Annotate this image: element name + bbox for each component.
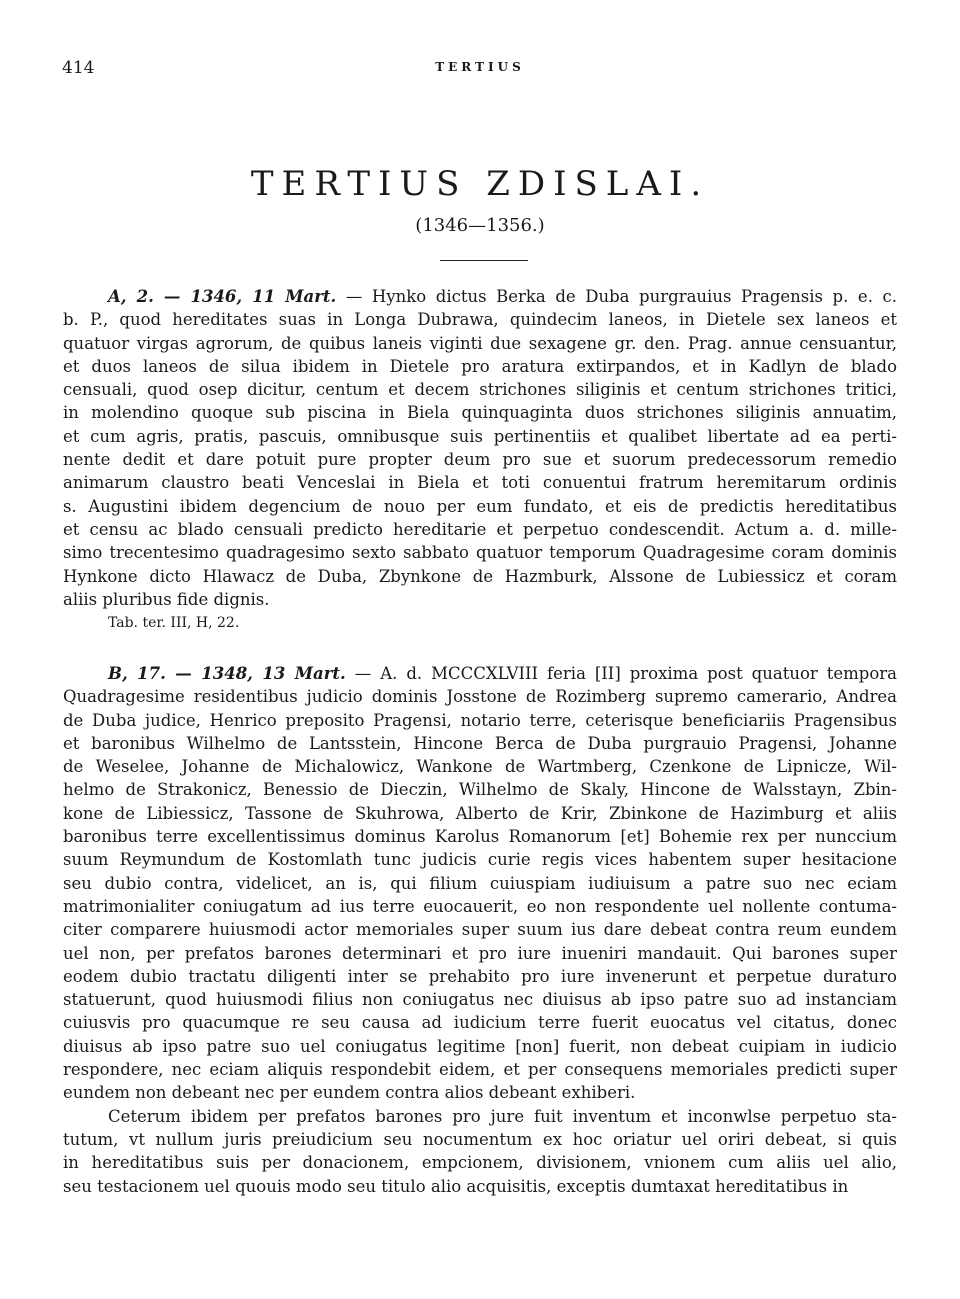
text-line: uel non, per prefatos barones determinari et pro iure inueniri mandauit. Qui barones super: [63, 943, 897, 963]
text-line: kone de Libiessicz, Tassone de Skuhrowa, Alberto de Krir, Zbinkone de Hazimburg et aliis: [63, 803, 897, 823]
text-line: de Weselee, Johanne de Michalowicz, Wankone de Wartmberg, Czenkone de Lipnicze, Wil-: [63, 757, 897, 777]
chapter-years: (1346—1356.): [415, 215, 545, 236]
text-line: respondere, nec eciam aliquis respondebit eidem, et per consequens memoriales predicti super: [63, 1060, 897, 1080]
text-line: helmo de Strakonicz, Benessio de Dieczin, Wilhelmo de Skaly, Hincone de Walsstayn, Zbin-: [63, 780, 897, 800]
text-line: in hereditatibus suis per donacionem, empcionem, divisionem, vnionem cum aliis uel alio,: [63, 1153, 897, 1173]
text-line: in molendino quoque sub piscina in Biela quinquaginta duos strichones siliginis annuatim,: [63, 403, 897, 423]
entry-b-first-line: [63, 662, 897, 685]
page-number: 414: [62, 58, 95, 78]
text-line: et duos laneos de silua ibidem in Dietele pro aratura extirpandos, et in Kadlyn de blado: [63, 356, 897, 376]
text-line: statuerunt, quod huiusmodi filius non coniugatus nec diuisus ab ipso patre suo ad instanciam: [63, 990, 897, 1010]
text-line: et cum agris, pratis, pascuis, omnibusque suis pertinentiis et qualibet libertate ad ea perti-: [63, 426, 897, 446]
text-line: s. Augustini ibidem degencium de nouo per eum fundato, et eis de predictis hereditatibus: [63, 496, 897, 516]
text-line: animarum claustro beati Venceslai in Biela et toti conuentui fratrum heremitarum ordinis: [63, 473, 897, 493]
text-line: Quadragesime residentibus judicio dominis Josstone de Rozimberg supremo camerario, Andrea: [63, 687, 897, 707]
entry-a-body: [63, 308, 897, 611]
text-line: de Duba judice, Henrico preposito Pragensi, notario terre, ceterisque beneficiariis Pragensibus: [63, 710, 897, 730]
text-line: et baronibus Wilhelmo de Lantsstein, Hincone Berca de Duba purgrauio Pragensi, Johanne: [63, 733, 897, 753]
running-head: [62, 58, 898, 82]
entry-a-line-0: — Hynko dictus Berka de Duba purgrauius Pragensis p. e. c.: [336, 287, 897, 306]
title-divider: [440, 260, 528, 261]
text-line: nente dedit et dare potuit pure propter deum pro sue et suorum predecessorum remedio: [63, 450, 897, 470]
text-line: b. P., quod hereditates suas in Longa Dubrawa, quindecim laneos, in Dietele sex laneos et: [63, 310, 897, 330]
text-line: cuiusvis pro quacumque re seu causa ad iudicium terre fuerit euocatus vel citatus, donec: [63, 1013, 897, 1033]
entry-b-paragraph-2: [63, 1105, 897, 1198]
entry-a-first-line: [63, 285, 897, 308]
text-line: seu dubio contra, videlicet, an is, qui filium cuiuspiam iudiuisum a patre suo nec eciam: [63, 873, 897, 893]
text-line: censuali, quod osep dicitur, centum et decem strichones siliginis et centum strichones tritici,: [63, 380, 897, 400]
text-line: et censu ac blado censuali predicto hereditarie et perpetuo condescendit. Actum a. d. mille-: [63, 519, 897, 539]
text-line: eundem non debeant nec per eundem contra alios debeant exhiberi.: [63, 1083, 636, 1103]
text-line: citer comparere huiusmodi actor memoriales super suum ius dare debeat contra reum eundem: [63, 920, 897, 940]
entry-b-body: [63, 685, 897, 1104]
text-line: matrimonialiter coniugatum ad ius terre euocauerit, eo non respondente uel nollente contuma-: [63, 896, 897, 916]
text-line: Hynkone dicto Hlawacz de Duba, Zbynkone de Hazmburk, Alssone de Lubiessicz et coram: [63, 566, 897, 586]
entry-a-siglum: A, 2. — 1346, 11 Mart.: [108, 287, 337, 306]
text-line: tutum, vt nullum juris preiudicium seu nocumentum ex hoc oriatur uel oriri debeat, si quis: [63, 1129, 897, 1149]
text-line: eodem dubio tractatu diligenti inter se prehabito pro iure invenerunt et perpetue duraturo: [63, 966, 897, 986]
text-line: suum Reymundum de Kostomlath tunc judicis curie regis vices habentem super hesitacione: [63, 850, 897, 870]
entry-a-source: Tab. ter. III, H, 22.: [108, 615, 240, 632]
entry-b-line-0: — A. d. MCCCXLVIII feria [II] proxima post quatuor tempora: [345, 664, 897, 683]
running-title: TERTIUS: [435, 60, 525, 74]
entry-a: [63, 285, 897, 635]
entry-b-siglum: B, 17. — 1348, 13 Mart.: [108, 664, 346, 683]
text-line: seu testacionem uel quouis modo seu titulo alio acquisitis, exceptis dumtaxat hereditatibus in: [63, 1176, 849, 1196]
text-line: baronibus terre excellentissimus dominus Karolus Romanorum [et] Bohemie rex per nunccium: [63, 827, 897, 847]
text-line: Ceterum ibidem per prefatos barones pro jure fuit inventum et inconwlse perpetuo sta-: [108, 1106, 897, 1126]
chapter-title: TERTIUS ZDISLAI.: [250, 164, 710, 204]
text-line: simo trecentesimo quadragesimo sexto sabbato quatuor temporum Quadragesime coram dominis: [63, 543, 897, 563]
text-line: aliis pluribus fide dignis.: [63, 589, 270, 609]
text-line: quatuor virgas agrorum, de quibus laneis viginti due sexagene gr. den. Prag. annue censuantur,: [63, 333, 897, 353]
text-line: diuisus ab ipso patre suo uel coniugatus legitime [non] fuerit, non debeat cuipiam in iudicio: [63, 1036, 897, 1056]
entry-b: [63, 662, 897, 1198]
